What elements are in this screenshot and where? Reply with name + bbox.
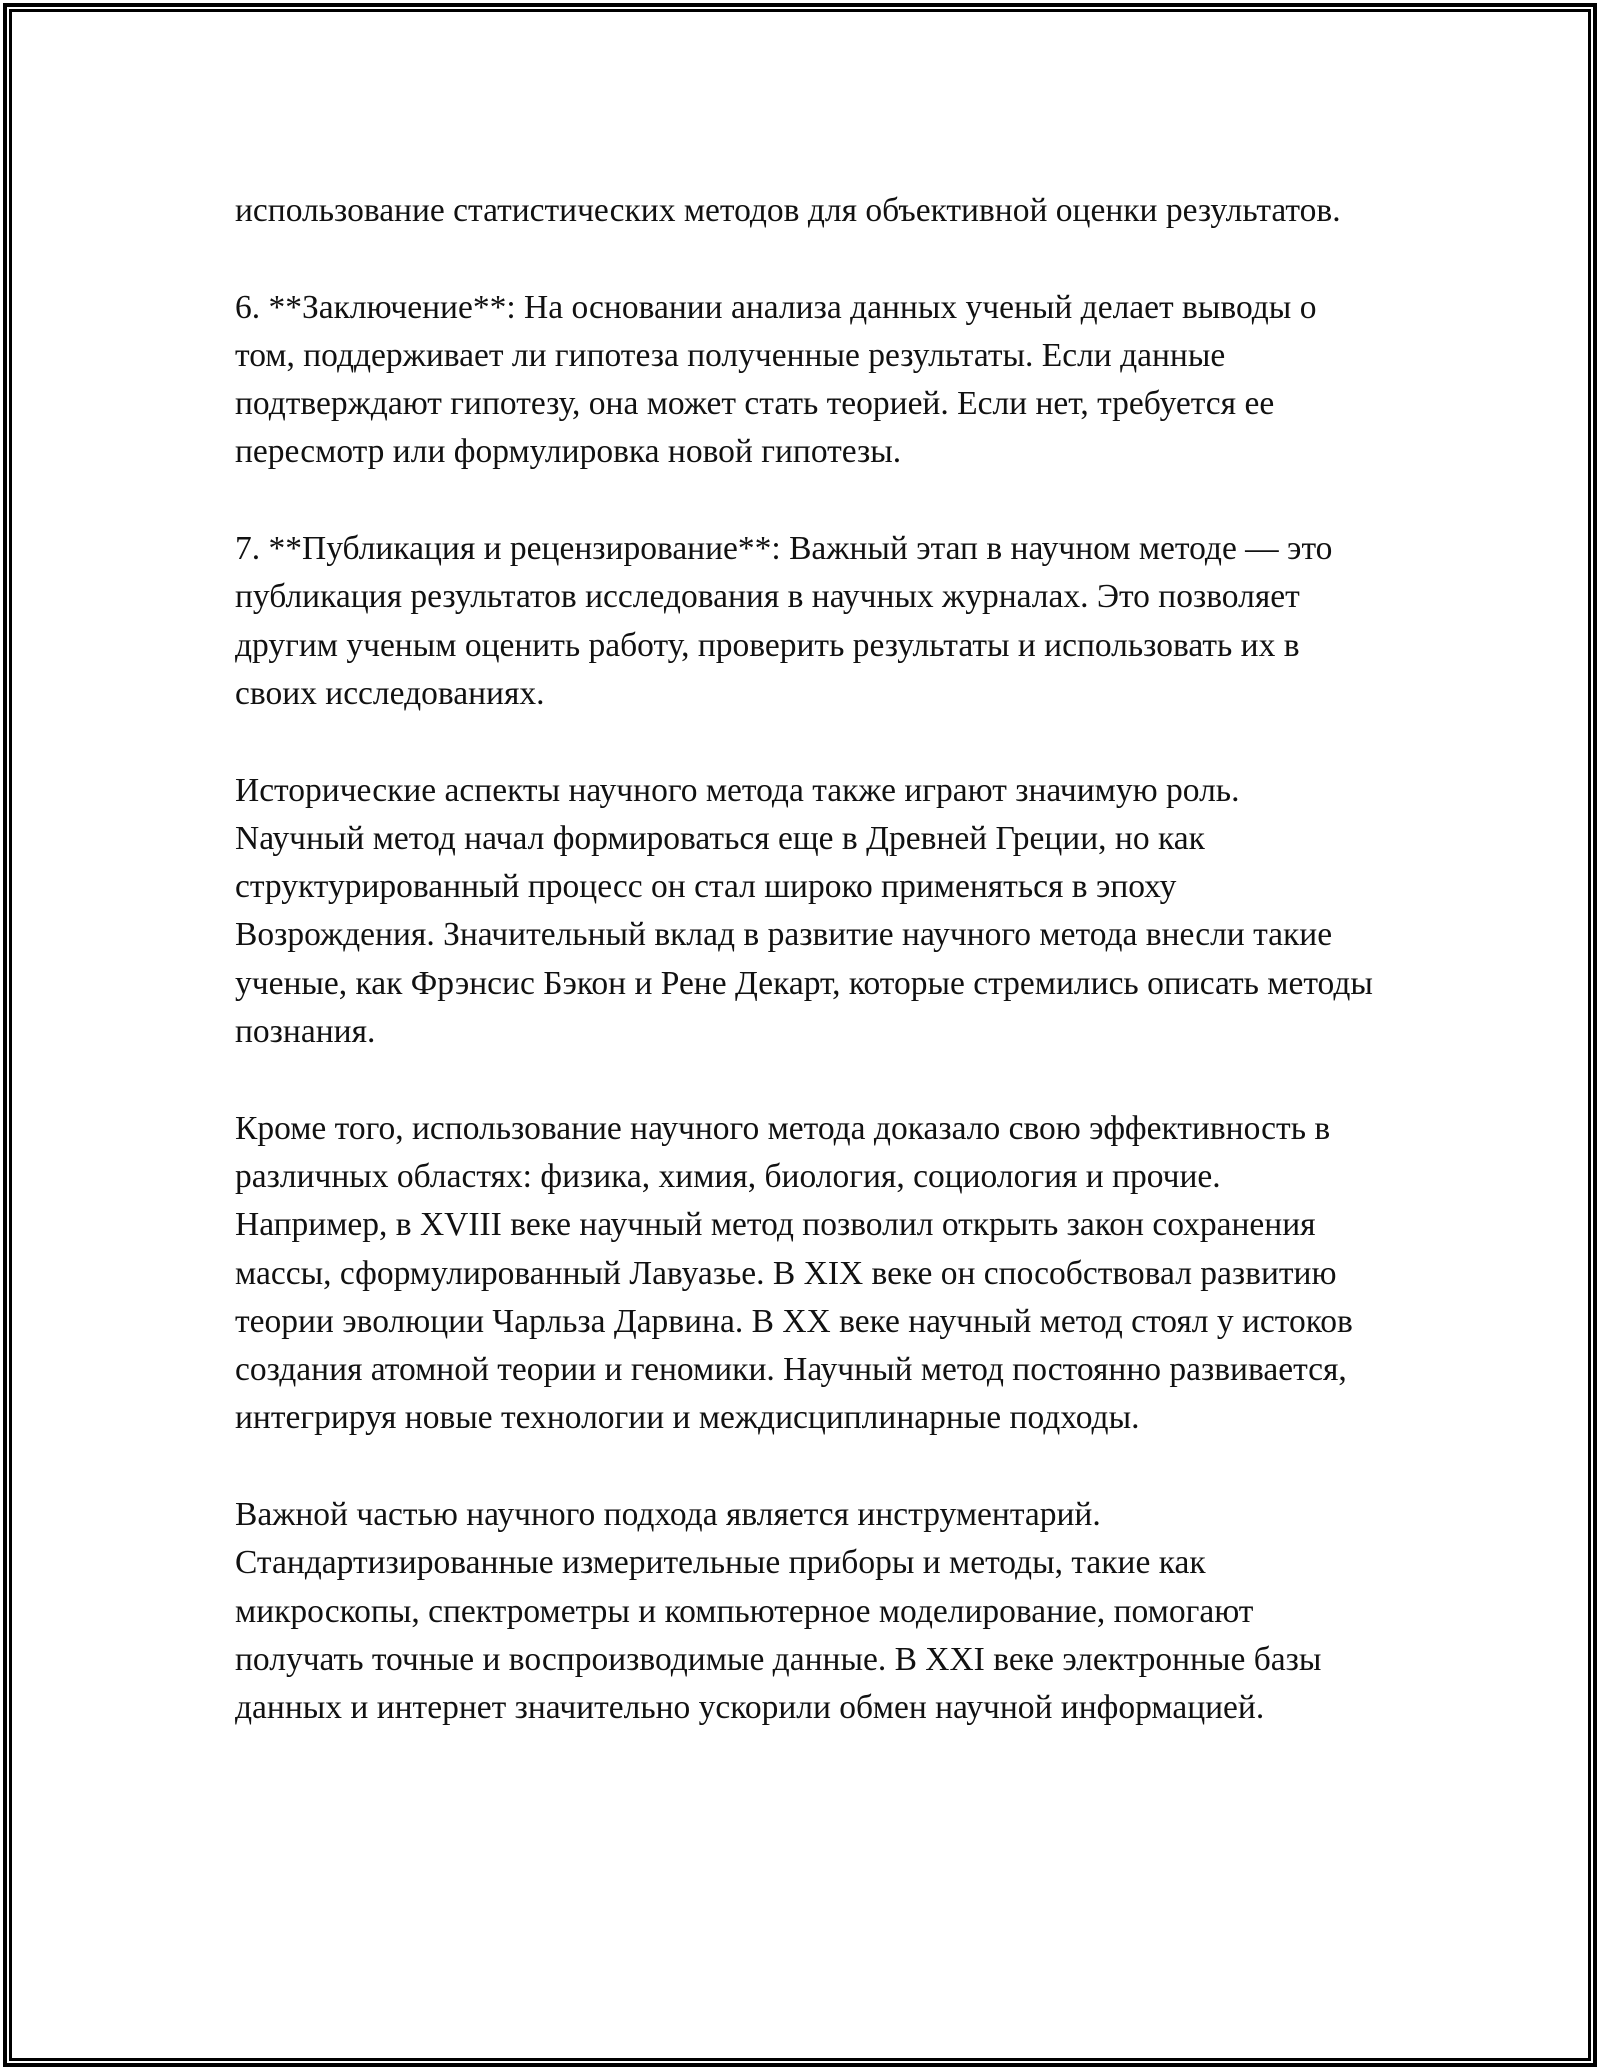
document-body [235, 187, 1375, 1733]
paragraph-applications: Кроме того, использование научного метода доказало свою эффективность в различных областях: физика, химия, биология, социология и прочие. Например, в XVIII веке научный метод позволил открыть закон сохранения массы, сформулированный Лавуазье. В XIX веке он способствовал развитию теории эволюции Чарльза Дарвина. В XX веке научный метод стоял у истоков создания атомной теории и геномики. Научный метод постоянно развивается, интегрируя новые технологии и междисциплинарные подходы. [235, 1109, 1353, 1437]
paragraph-statistics-continuation: использование статистических методов для объективной оценки результатов. [235, 192, 1341, 229]
paragraph-instrumentation: Важной частью научного подхода является инструментарий. Стандартизированные измерительные приборы и методы, такие как микроскопы, спектрометры и компьютерное моделирование, помогают получать точные и воспроизводимые данные. В XXI веке электронные базы данных и интернет значительно ускорили обмен научной информацией. [235, 1496, 1322, 1727]
paragraph-publication-step: 7. **Публикация и рецензирование**: Важный этап в научном методе — это публикация результатов исследования в научных журналах. Это позволяет другим ученым оценить работу, проверить результаты и использовать их в своих исследованиях. [235, 530, 1333, 712]
paragraph-conclusion-step: 6. **Заключение**: На основании анализа данных ученый делает выводы о том, поддерживает ли гипотеза полученные результаты. Если данные подтверждают гипотезу, она может стать теорией. Если нет, требуется ее пересмотр или формулировка новой гипотезы. [235, 288, 1317, 471]
paragraph-historical-aspects: Исторические аспекты научного метода также играют значимую роль. Nаучный метод начал формироваться еще в Древней Греции, но как структурированный процесс он стал широко применяться в эпоху Возрождения. Значительный вклад в развитие научного метода внесли такие ученые, как Фрэнсис Бэкон и Рене Декарт, которые стремились описать методы познания. [235, 771, 1373, 1051]
